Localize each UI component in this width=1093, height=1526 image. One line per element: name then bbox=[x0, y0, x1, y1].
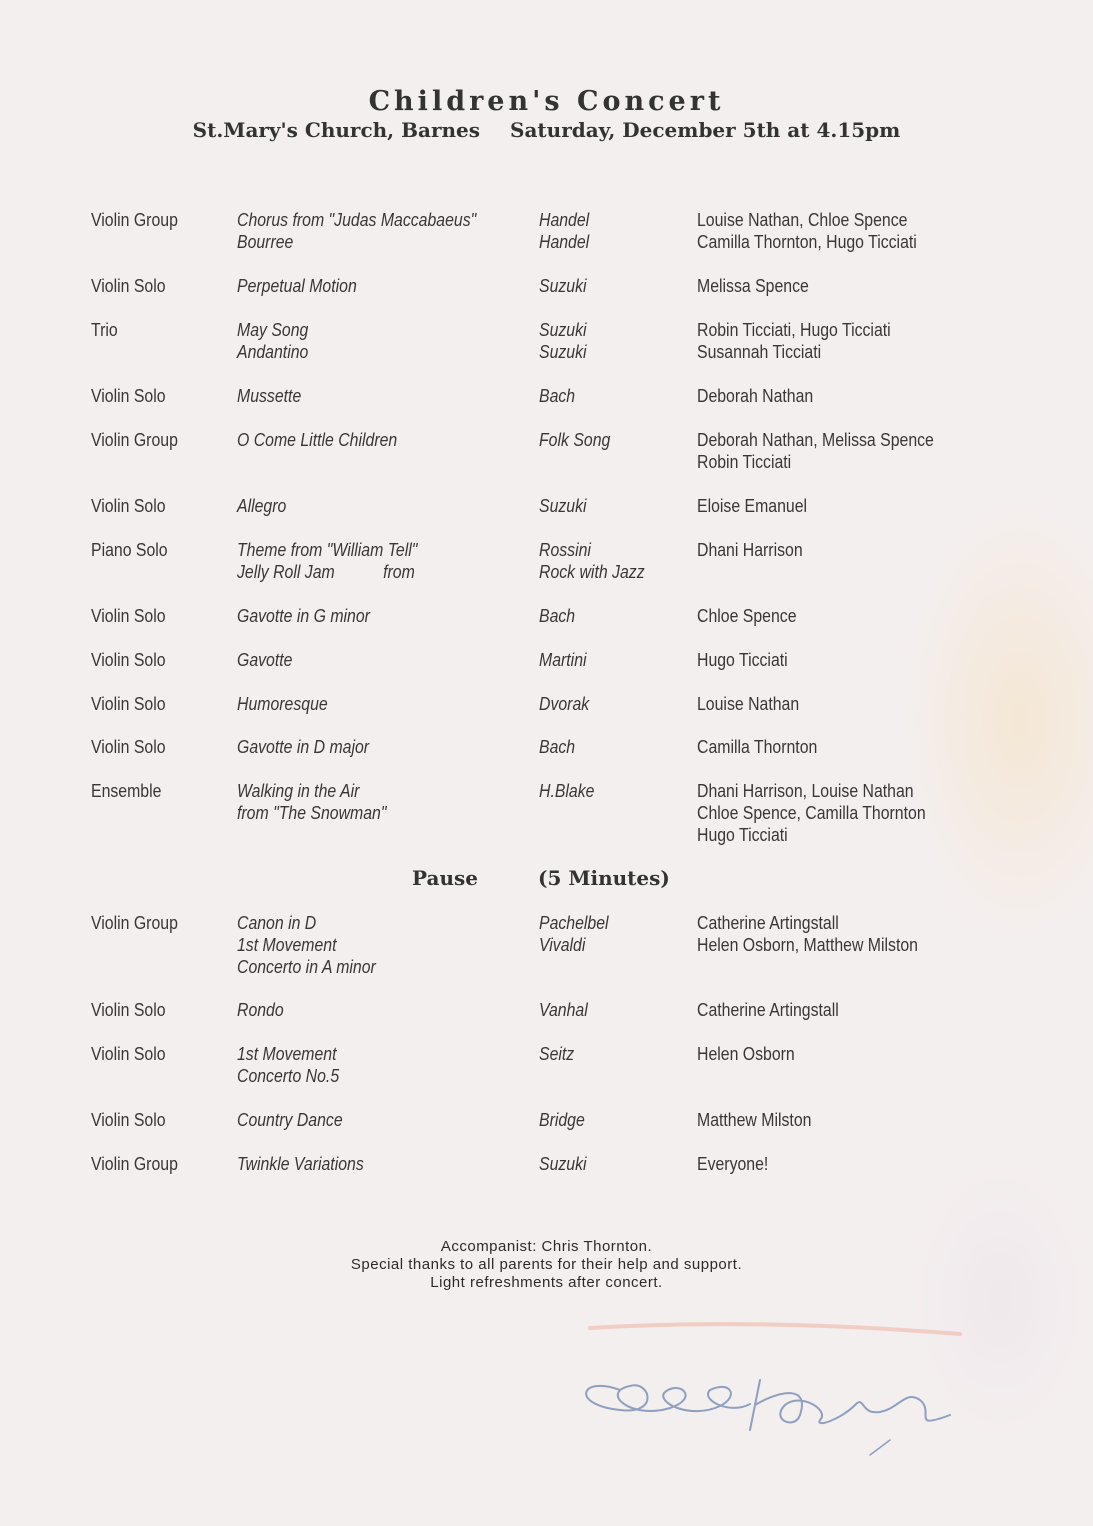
instrument-type: Piano Solo bbox=[91, 540, 168, 560]
handwritten-signature bbox=[560, 1320, 980, 1460]
instrument-type: Violin Solo bbox=[91, 386, 166, 406]
piece-title: Gavotte in G minor bbox=[237, 606, 370, 626]
composer: Suzuki bbox=[539, 320, 587, 340]
pause-label: Pause bbox=[412, 866, 478, 890]
piece-title: O Come Little Children bbox=[237, 430, 398, 450]
performers: Catherine Artingstall bbox=[697, 1000, 839, 1020]
performers: Matthew Milston bbox=[697, 1110, 812, 1130]
performers: Louise Nathan bbox=[697, 694, 800, 714]
instrument-type: Violin Solo bbox=[91, 650, 166, 670]
piece-title: Country Dance bbox=[237, 1110, 343, 1130]
composer: Dvorak bbox=[539, 694, 590, 714]
instrument-type: Trio bbox=[91, 320, 118, 340]
composer: Bach bbox=[539, 606, 576, 626]
thanks-note: Special thanks to all parents for their help and support. bbox=[350, 1256, 743, 1273]
composer: Rossini bbox=[539, 540, 591, 560]
performers: Robin Ticciati bbox=[697, 452, 792, 472]
refreshments-note: Light refreshments after concert. bbox=[430, 1274, 663, 1291]
composer: Suzuki bbox=[539, 276, 587, 296]
instrument-type: Violin Group bbox=[91, 210, 178, 230]
instrument-type: Violin Group bbox=[91, 430, 178, 450]
instrument-type: Violin Solo bbox=[91, 276, 166, 296]
piece-title: Gavotte in D major bbox=[237, 737, 370, 757]
performers: Hugo Ticciati bbox=[697, 650, 788, 670]
piece-title: Allegro bbox=[237, 496, 287, 516]
composer: Seitz bbox=[539, 1044, 575, 1064]
composer: Pachelbel bbox=[539, 913, 609, 933]
piece-title: Andantino bbox=[237, 342, 309, 362]
composer: Martini bbox=[539, 650, 587, 670]
composer: Handel bbox=[539, 210, 590, 230]
pause-duration: (5 Minutes) bbox=[538, 866, 670, 890]
composer: Rock with Jazz bbox=[539, 562, 645, 582]
instrument-type: Violin Solo bbox=[91, 1110, 166, 1130]
instrument-type: Violin Solo bbox=[91, 1000, 166, 1020]
instrument-type: Violin Solo bbox=[91, 694, 166, 714]
composer: Handel bbox=[539, 232, 590, 252]
piece-title: Canon in D bbox=[237, 913, 317, 933]
composer: H.Blake bbox=[539, 781, 595, 801]
composer: Vivaldi bbox=[539, 935, 586, 955]
performers: Louise Nathan, Chloe Spence bbox=[697, 210, 908, 230]
performers: Helen Osborn, Matthew Milston bbox=[697, 935, 918, 955]
performers: Susannah Ticciati bbox=[697, 342, 822, 362]
piece-title: 1st Movement bbox=[237, 1044, 337, 1064]
performers: Everyone! bbox=[697, 1154, 769, 1174]
concert-subtitle bbox=[0, 118, 1093, 142]
piece-title: Concerto in A minor bbox=[237, 957, 376, 977]
piece-title: Humoresque bbox=[237, 694, 328, 714]
instrument-type: Violin Group bbox=[91, 913, 178, 933]
performers: Helen Osborn bbox=[697, 1044, 795, 1064]
performers: Melissa Spence bbox=[697, 276, 809, 296]
piece-title: 1st Movement bbox=[237, 935, 337, 955]
instrument-type: Ensemble bbox=[91, 781, 162, 801]
piece-title: from "The Snowman" bbox=[237, 803, 387, 823]
date-time: Saturday, December 5th at 4.15pm bbox=[510, 118, 901, 142]
performers: Catherine Artingstall bbox=[697, 913, 839, 933]
composer: Bach bbox=[539, 386, 576, 406]
piece-title: Gavotte bbox=[237, 650, 293, 670]
piece-title: Jelly Roll Jam from bbox=[237, 562, 415, 582]
instrument-type: Violin Solo bbox=[91, 737, 166, 757]
composer: Suzuki bbox=[539, 342, 587, 362]
piece-title: Rondo bbox=[237, 1000, 284, 1020]
concert-title: Children's Concert bbox=[368, 86, 725, 117]
piece-title: Chorus from "Judas Maccabaeus" bbox=[237, 210, 477, 230]
piece-title: Perpetual Motion bbox=[237, 276, 357, 296]
performers: Dhani Harrison, Louise Nathan bbox=[697, 781, 914, 801]
performers: Chloe Spence, Camilla Thornton bbox=[697, 803, 926, 823]
composer: Suzuki bbox=[539, 1154, 587, 1174]
performers: Camilla Thornton bbox=[697, 737, 818, 757]
piece-title: May Song bbox=[237, 320, 309, 340]
piece-title: Theme from "William Tell" bbox=[237, 540, 418, 560]
performers: Eloise Emanuel bbox=[697, 496, 808, 516]
performers: Deborah Nathan, Melissa Spence bbox=[697, 430, 934, 450]
instrument-type: Violin Solo bbox=[91, 1044, 166, 1064]
piece-title: Mussette bbox=[237, 386, 302, 406]
performers: Deborah Nathan bbox=[697, 386, 814, 406]
piece-title: Twinkle Variations bbox=[237, 1154, 364, 1174]
accompanist-note: Accompanist: Chris Thornton. bbox=[440, 1238, 653, 1255]
piece-title: Concerto No.5 bbox=[237, 1066, 340, 1086]
composer: Vanhal bbox=[539, 1000, 588, 1020]
composer: Folk Song bbox=[539, 430, 611, 450]
performers: Camilla Thornton, Hugo Ticciati bbox=[697, 232, 917, 252]
instrument-type: Violin Group bbox=[91, 1154, 178, 1174]
instrument-type: Violin Solo bbox=[91, 496, 166, 516]
footer-notes bbox=[0, 1238, 1093, 1292]
composer: Suzuki bbox=[539, 496, 587, 516]
performers: Hugo Ticciati bbox=[697, 825, 788, 845]
composer: Bridge bbox=[539, 1110, 585, 1130]
performers: Robin Ticciati, Hugo Ticciati bbox=[697, 320, 891, 340]
piece-title: Bourree bbox=[237, 232, 294, 252]
composer: Bach bbox=[539, 737, 576, 757]
venue: St.Mary's Church, Barnes bbox=[192, 118, 481, 142]
instrument-type: Violin Solo bbox=[91, 606, 166, 626]
piece-title: Walking in the Air bbox=[237, 781, 360, 801]
performers: Chloe Spence bbox=[697, 606, 797, 626]
performers: Dhani Harrison bbox=[697, 540, 803, 560]
